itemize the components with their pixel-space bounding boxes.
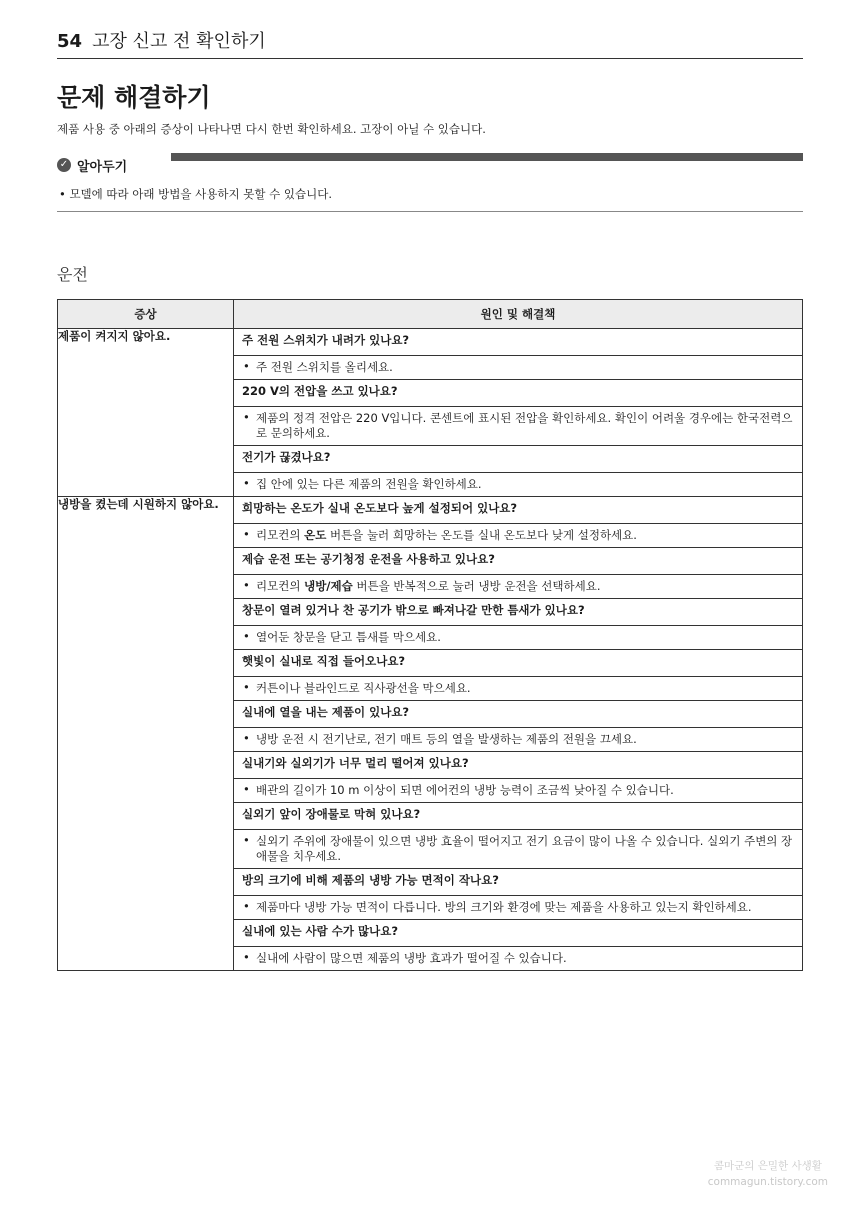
note-title-wrap: [57, 153, 171, 177]
cause-title: 실내기와 실외기가 너무 멀리 떨어져 있나요?: [234, 752, 802, 779]
cause-title: 주 전원 스위치가 내려가 있나요?: [234, 329, 802, 356]
note-title: 알아두기: [77, 159, 128, 175]
button-name: 냉방/제습: [304, 579, 353, 593]
solution-text: • 배관의 길이가 10 m 이상이 되면 에어컨의 냉방 능력이 조금씩 낮아질 수 있습니다.: [234, 779, 802, 802]
cause-title: 희망하는 온도가 실내 온도보다 높게 설정되어 있나요?: [234, 497, 802, 524]
header-section: 고장 신고 전 확인하기: [92, 31, 266, 52]
cause-cell: [234, 599, 803, 650]
cause-cell: [234, 701, 803, 752]
table-row: [58, 497, 803, 548]
solution-text: [234, 575, 802, 598]
cause-cell: [234, 920, 803, 971]
col-cause-header: 원인 및 해결책: [234, 300, 803, 329]
cause-cell: [234, 752, 803, 803]
cause-cell: [234, 803, 803, 869]
watermark-line1: 콤마군의 은밀한 사생활: [713, 1160, 822, 1172]
page-title: 문제 해결하기: [57, 83, 211, 112]
watermark-line2: commagun.tistory.com: [707, 1176, 828, 1188]
solution-post: 버튼을 눌러 희망하는 온도를 실내 온도보다 낮게 설정하세요.: [326, 528, 637, 542]
button-name: 온도: [304, 528, 327, 542]
cause-title: 창문이 열려 있거나 찬 공기가 밖으로 빠져나갈 만한 틈새가 있나요?: [234, 599, 802, 626]
solution-pre: 리모컨의: [256, 528, 305, 542]
solution-pre: 리모컨의: [256, 579, 305, 593]
note-item-text: 모델에 따라 아래 방법을 사용하지 못할 수 있습니다.: [69, 187, 332, 201]
solution-text: [234, 524, 802, 547]
cause-title: 햇빛이 실내로 직접 들어오나요?: [234, 650, 802, 677]
troubleshooting-table: [57, 299, 803, 971]
cause-cell: [234, 446, 803, 497]
section-title: 운전: [57, 265, 88, 284]
cause-title: 220 V의 전압을 쓰고 있나요?: [234, 380, 802, 407]
cause-title: 실내에 열을 내는 제품이 있나요?: [234, 701, 802, 728]
cause-cell: [234, 650, 803, 701]
note-item: • 모델에 따라 아래 방법을 사용하지 못할 수 있습니다.: [59, 187, 332, 201]
solution-text: • 냉방 운전 시 전기난로, 전기 매트 등의 열을 발생하는 제품의 전원을 끄세요.: [234, 728, 802, 751]
note-bar: [171, 153, 803, 161]
watermark: [708, 1158, 828, 1190]
cause-cell: [234, 869, 803, 920]
solution-text: • 열어둔 창문을 닫고 틈새를 막으세요.: [234, 626, 802, 649]
cause-cell: [234, 497, 803, 548]
solution-text: • 실내에 사람이 많으면 제품의 냉방 효과가 떨어질 수 있습니다.: [234, 947, 802, 970]
page-subtitle: 제품 사용 중 아래의 증상이 나타나면 다시 한번 확인하세요. 고장이 아닐 수 있습니다.: [57, 122, 486, 136]
solution-text: • 제품의 정격 전압은 220 V입니다. 콘센트에 표시된 전압을 확인하세요. 확인이 어려울 경우에는 한국전력으로 문의하세요.: [234, 407, 802, 445]
note-divider: [57, 211, 803, 212]
cause-cell: [234, 329, 803, 380]
solution-text: • 커튼이나 블라인드로 직사광선을 막으세요.: [234, 677, 802, 700]
solution-text: • 주 전원 스위치를 올리세요.: [234, 356, 802, 379]
cause-title: 실외기 앞이 장애물로 막혀 있나요?: [234, 803, 802, 830]
check-circle-icon: ✓: [57, 158, 71, 172]
solution-post: 버튼을 반복적으로 눌러 냉방 운전을 선택하세요.: [352, 579, 601, 593]
cause-title: 전기가 끊겼나요?: [234, 446, 802, 473]
solution-text: • 실외기 주위에 장애물이 있으면 냉방 효율이 떨어지고 전기 요금이 많이 나올 수 있습니다. 실외기 주변의 장애물을 치우세요.: [234, 830, 802, 868]
cause-cell: [234, 548, 803, 599]
table-row: [58, 329, 803, 380]
symptom-cell: 냉방을 켰는데 시원하지 않아요.: [58, 497, 234, 971]
solution-text: • 집 안에 있는 다른 제품의 전원을 확인하세요.: [234, 473, 802, 496]
cause-title: 제습 운전 또는 공기청정 운전을 사용하고 있나요?: [234, 548, 802, 575]
cause-title: 방의 크기에 비해 제품의 냉방 가능 면적이 작나요?: [234, 869, 802, 896]
solution-text: • 제품마다 냉방 가능 면적이 다릅니다. 방의 크기와 환경에 맞는 제품을 사용하고 있는지 확인하세요.: [234, 896, 802, 919]
cause-title: 실내에 있는 사람 수가 많나요?: [234, 920, 802, 947]
col-symptom-header: 증상: [58, 300, 234, 329]
symptom-cell: 제품이 켜지지 않아요.: [58, 329, 234, 497]
page-header: [57, 30, 803, 59]
page-number: 54: [57, 31, 83, 52]
cause-cell: [234, 380, 803, 446]
note-box: [57, 153, 803, 212]
